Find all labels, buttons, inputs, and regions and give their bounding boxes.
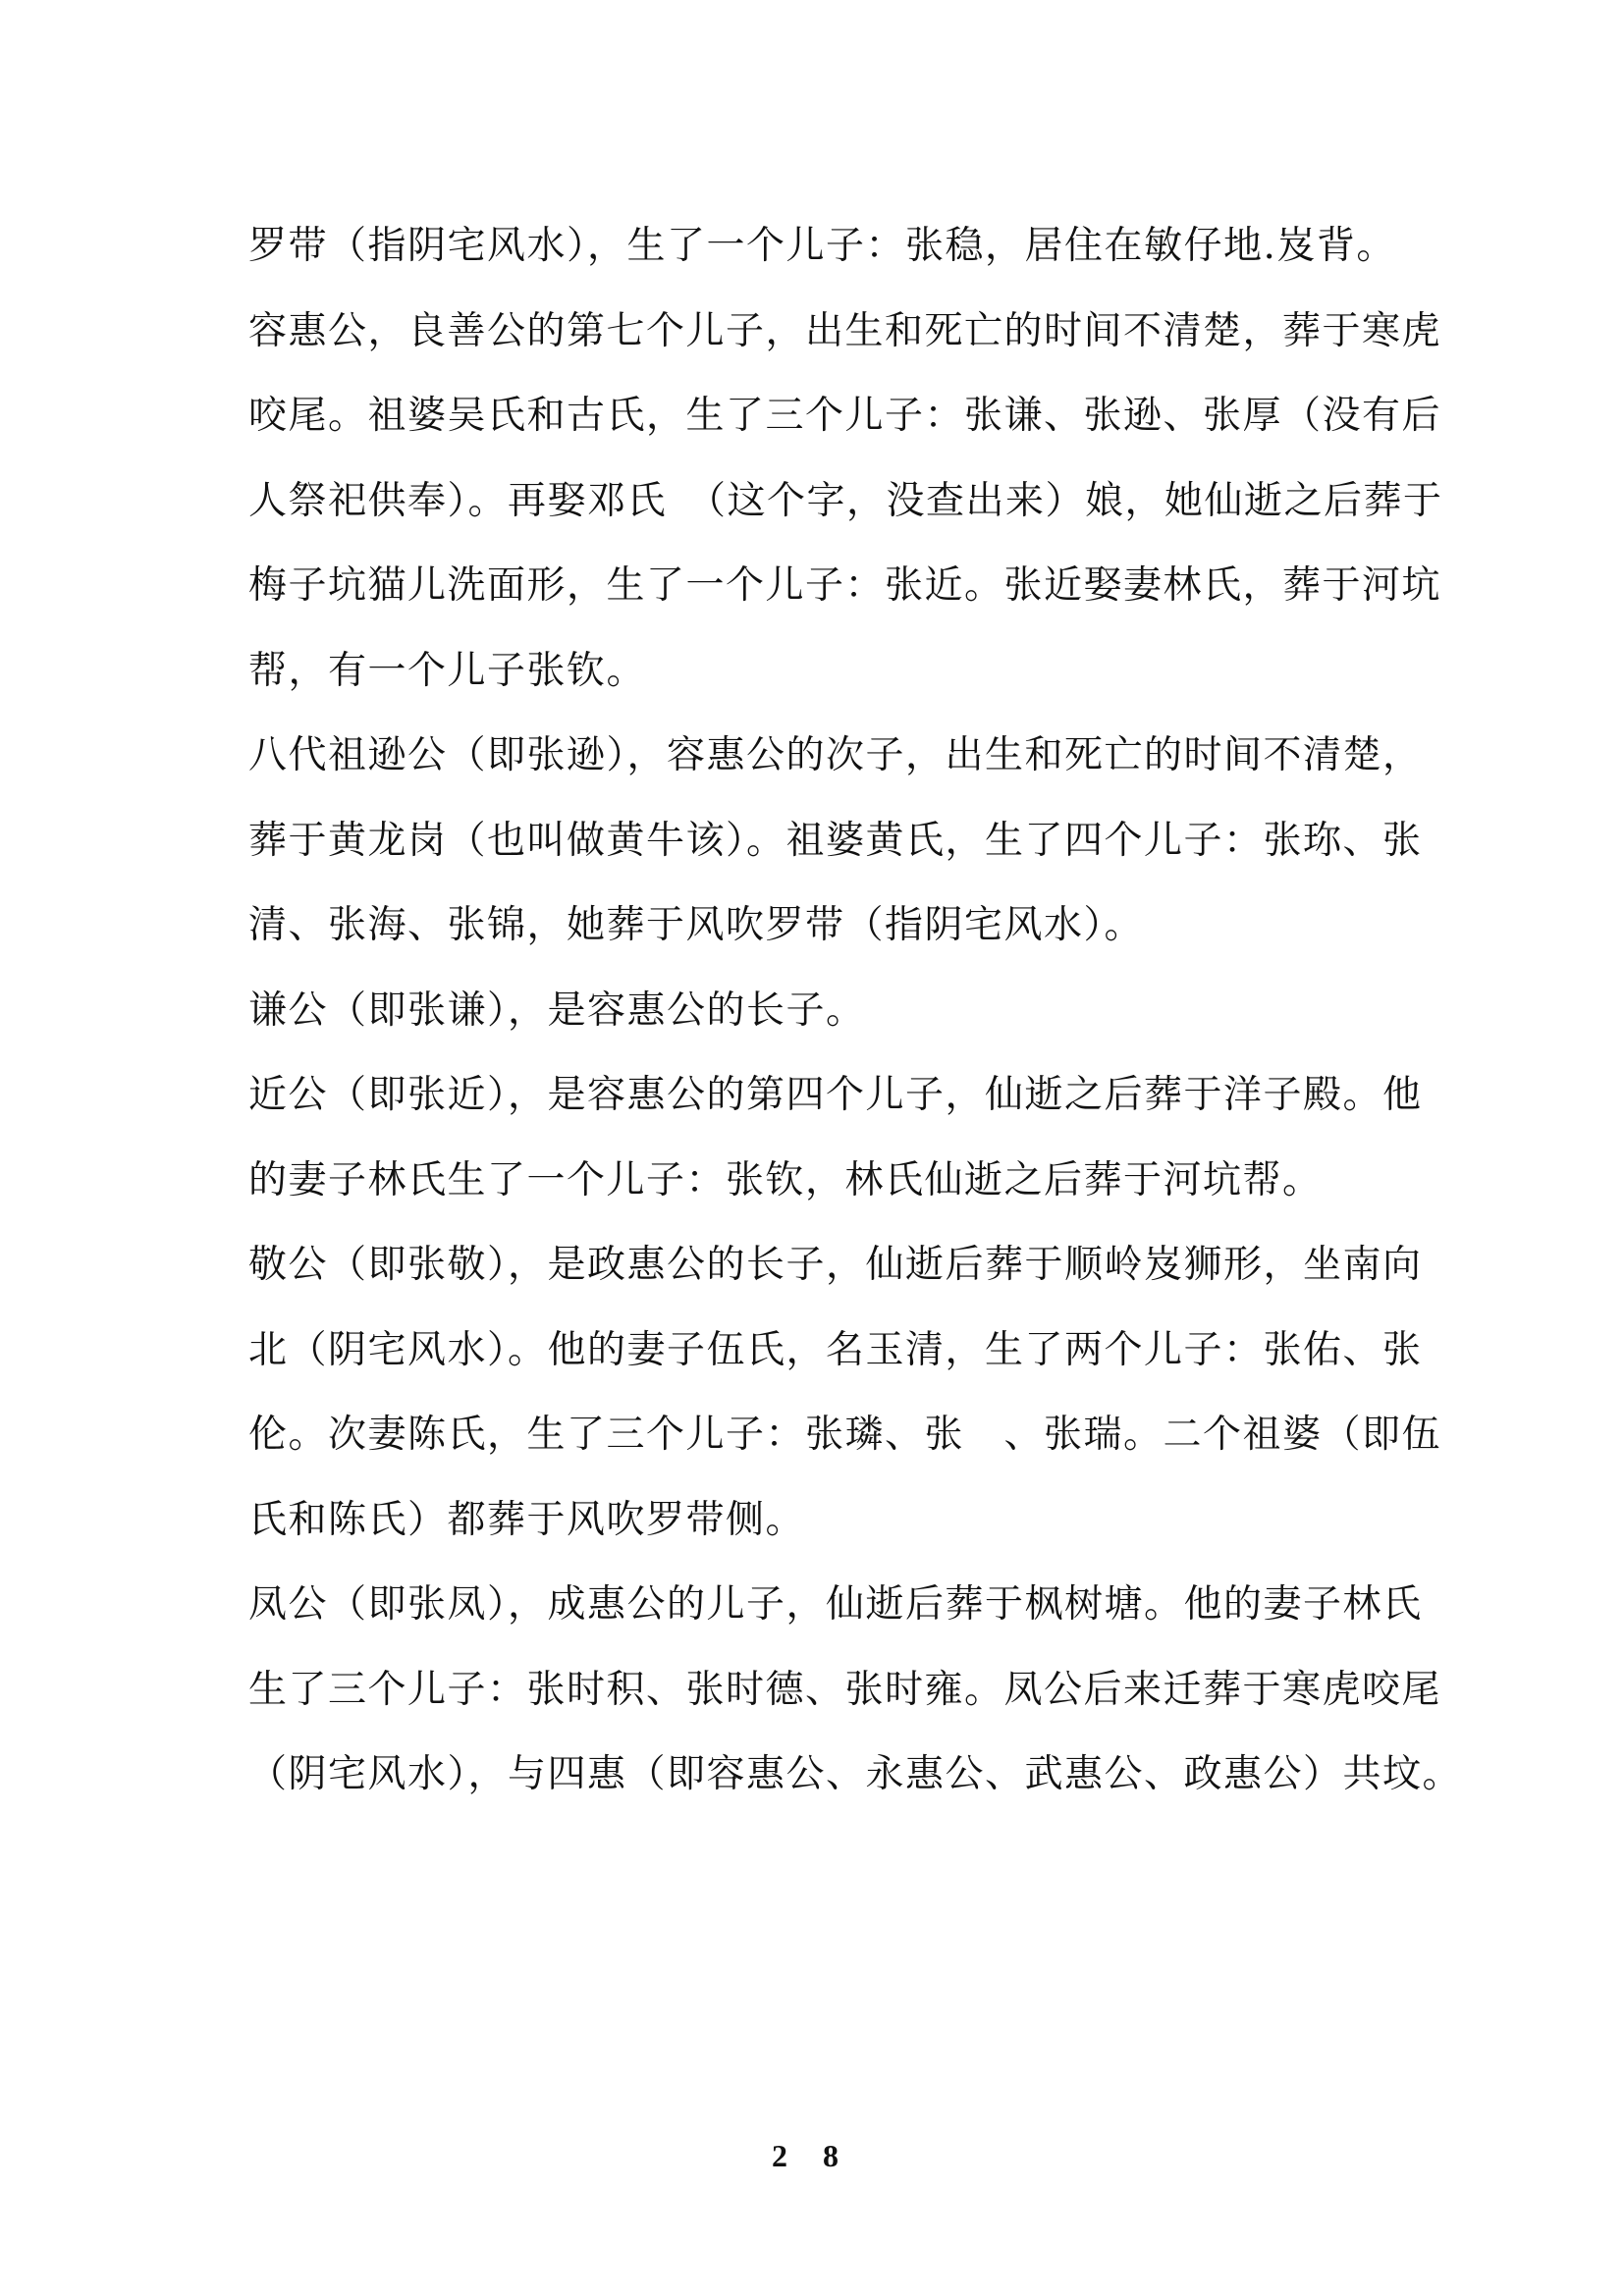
- text-line: 咬尾。祖婆吴氏和古氏，生了三个儿子：张谦、张逊、张厚（没有后: [248, 394, 1442, 438]
- page-number: 2 8: [772, 2138, 852, 2173]
- paragraph: [248, 714, 1423, 969]
- text-line: 伦。次妻陈氏，生了三个儿子：张璘、张 、张瑞。二个祖婆（即伍: [248, 1413, 1442, 1457]
- text-line: 的妻子林氏生了一个儿子：张钦，林氏仙逝之后葬于河坑帮。: [248, 1157, 1323, 1202]
- text-line: 敬公（即张敬），是政惠公的长子，仙逝后葬于顺岭岌狮形，坐南向: [248, 1243, 1423, 1287]
- paragraph: [248, 1053, 1423, 1223]
- text-line: 谦公（即张谦），是容惠公的长子。: [248, 988, 866, 1033]
- text-line: 八代祖逊公（即张逊），容惠公的次子，出生和死亡的时间不清楚，: [248, 733, 1423, 777]
- text-line: 氏和陈氏）都葬于风吹罗带侧。: [248, 1497, 806, 1542]
- paragraph: [248, 1223, 1442, 1563]
- text-line: 梅子坑猫儿洗面形，生了一个儿子：张近。张近娶妻林氏，葬于河坑: [248, 563, 1442, 608]
- text-line: 凤公（即张凤），成惠公的儿子，仙逝后葬于枫树塘。他的妻子林氏: [248, 1582, 1423, 1627]
- paragraph: [248, 290, 1443, 715]
- text-line: 近公（即张近），是容惠公的第四个儿子，仙逝之后葬于洋子殿。他: [248, 1073, 1423, 1117]
- text-line: 葬于黄龙岗（也叫做黄牛该）。祖婆黄氏，生了四个儿子：张珎、张: [248, 818, 1423, 863]
- text-line: 生了三个儿子：张时积、张时德、张时雍。凤公后来迁葬于寒虎咬尾: [248, 1667, 1442, 1712]
- paragraph: [248, 1563, 1463, 1818]
- text-line: 罗带（指阴宅风水），生了一个儿子：张稳，居住在敏仔地.岌背。: [248, 224, 1396, 268]
- text-line: 帮，有一个儿子张钦。: [248, 648, 647, 693]
- text-line: 人祭祀供奉）。再娶邓氏 （这个字，没查出来）娘，她仙逝之后葬于: [248, 478, 1443, 523]
- paragraph: [248, 969, 1397, 1054]
- text-line: （阴宅风水），与四惠（即容惠公、永惠公、武惠公、政惠公）共坟。: [248, 1752, 1463, 1796]
- text-line: 清、张海、张锦，她葬于风吹罗带（指阴宅风水）。: [248, 903, 1145, 947]
- text-line: 北（阴宅风水）。他的妻子伍氏，名玉清，生了两个儿子：张佑、张: [248, 1327, 1423, 1372]
- body-text: [248, 204, 1463, 1818]
- paragraph: [248, 204, 1397, 290]
- text-line: 容惠公，良善公的第七个儿子，出生和死亡的时间不清楚，葬于寒虎: [248, 308, 1442, 353]
